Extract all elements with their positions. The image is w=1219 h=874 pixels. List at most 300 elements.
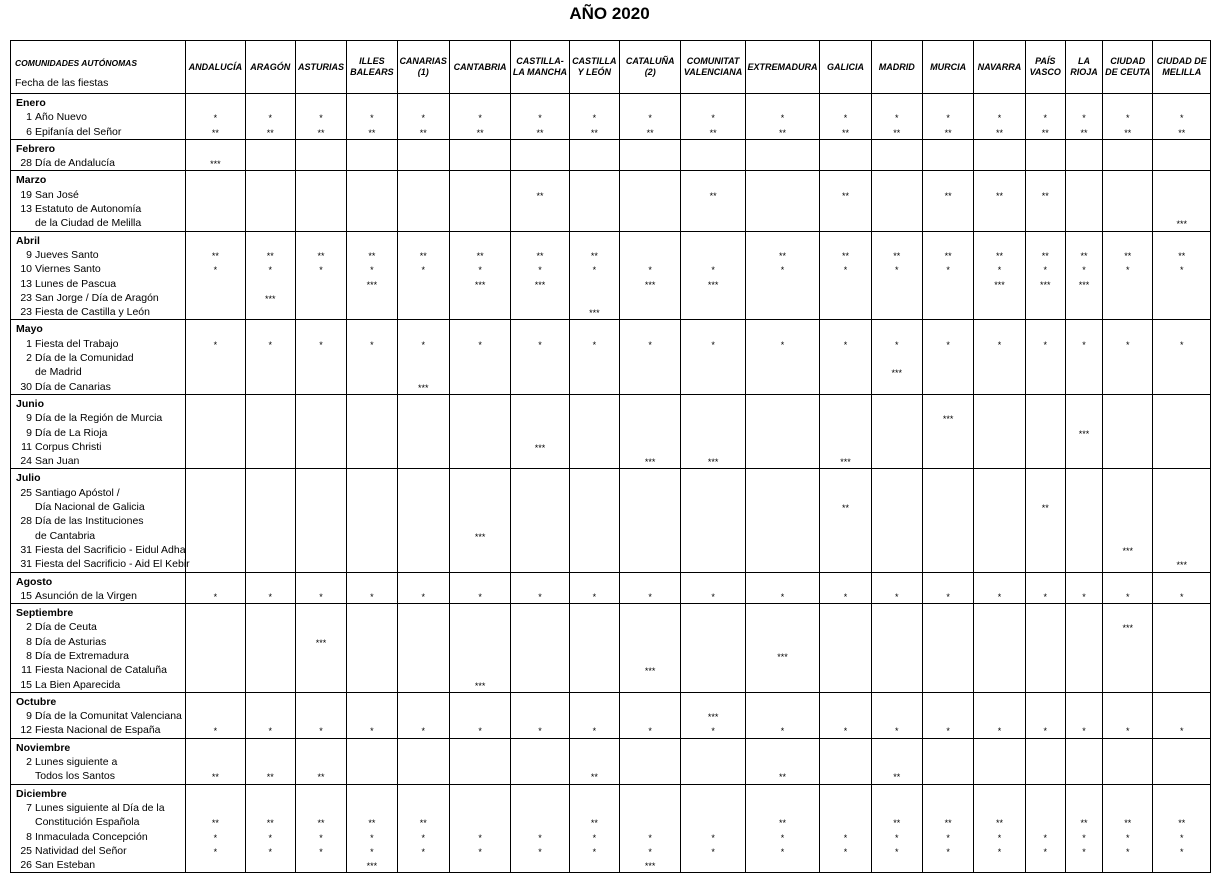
holiday-mark: * xyxy=(1082,339,1086,350)
month-name: Agosto xyxy=(16,575,53,588)
holiday-mark xyxy=(974,156,1024,170)
holiday-mark-cell xyxy=(871,231,922,320)
holiday-mark-cell xyxy=(245,94,295,140)
holiday-mark-cell xyxy=(1103,469,1153,572)
holiday-mark xyxy=(1066,188,1102,202)
holiday-mark: * xyxy=(648,113,652,124)
holiday-mark xyxy=(570,709,619,723)
holiday-mark xyxy=(511,635,568,649)
holiday-mark-cell xyxy=(922,394,973,468)
holiday-name xyxy=(16,709,185,723)
holiday-mark xyxy=(1103,380,1152,394)
holiday-name xyxy=(16,543,185,557)
holiday-mark xyxy=(398,156,449,170)
column-header-castilla-y-león: CASTILLA Y LEÓN xyxy=(569,41,619,94)
holiday-text: Día de la Comunitat Valenciana xyxy=(35,710,182,723)
holiday-name xyxy=(16,589,185,603)
holiday-mark xyxy=(186,291,244,305)
holiday-text: de Madrid xyxy=(35,366,82,379)
holiday-mark-cell xyxy=(922,572,973,604)
holiday-mark-cell xyxy=(347,604,397,693)
holiday-mark: ** xyxy=(779,818,787,829)
holiday-mark xyxy=(1153,291,1210,305)
holiday-mark: * xyxy=(478,113,482,124)
column-header-país-vasco: PAÍS VASCO xyxy=(1025,41,1065,94)
holiday-mark xyxy=(1026,709,1065,723)
holiday-mark xyxy=(296,277,346,291)
holiday-mark xyxy=(974,858,1024,872)
holiday-mark: * xyxy=(592,265,597,276)
holiday-mark-cell xyxy=(974,692,1025,738)
holiday-mark: ** xyxy=(590,250,598,261)
holiday-mark-cell xyxy=(1065,692,1102,738)
holiday-mark-cell xyxy=(1025,171,1065,231)
month-label-cell xyxy=(11,394,186,468)
holiday-mark xyxy=(1066,709,1102,723)
holiday-text: Fiesta de Castilla y León xyxy=(35,306,150,319)
holiday-mark xyxy=(820,440,870,454)
holiday-mark: ** xyxy=(419,250,427,261)
holiday-mark-cell xyxy=(619,572,680,604)
holiday-mark: ** xyxy=(1041,190,1049,201)
holiday-mark xyxy=(450,557,510,571)
holiday-mark: *** xyxy=(1039,279,1051,290)
holiday-mark xyxy=(186,543,244,557)
holiday-mark-cell xyxy=(347,94,397,140)
holiday-text: San Esteban xyxy=(35,859,96,872)
holiday-mark-cell xyxy=(1153,469,1211,572)
holiday-name xyxy=(16,514,185,528)
holiday-mark xyxy=(620,620,680,634)
holiday-mark: * xyxy=(319,113,323,124)
holiday-mark xyxy=(398,365,449,379)
holiday-mark xyxy=(620,678,680,692)
holiday-mark: * xyxy=(1043,113,1047,124)
holiday-mark xyxy=(923,709,973,723)
month-name: Mayo xyxy=(16,323,43,336)
holiday-day: 15 xyxy=(20,678,32,691)
holiday-mark xyxy=(746,291,819,305)
holiday-mark xyxy=(974,529,1024,543)
holiday-text: San Juan xyxy=(35,455,80,468)
holiday-mark: ** xyxy=(944,250,952,261)
holiday-mark: * xyxy=(780,591,785,602)
column-header-aragón: ARAGÓN xyxy=(245,41,295,94)
holiday-mark: * xyxy=(421,113,425,124)
holiday-mark-cell xyxy=(449,94,510,140)
holiday-mark-cell xyxy=(511,572,569,604)
holiday-mark xyxy=(347,188,396,202)
month-label-cell xyxy=(11,784,186,873)
holiday-mark: * xyxy=(997,265,1002,276)
holiday-mark-cell xyxy=(1103,231,1153,320)
holiday-mark-cell xyxy=(871,139,922,171)
holiday-mark-cell xyxy=(347,572,397,604)
holiday-mark xyxy=(570,277,619,291)
holiday-mark xyxy=(746,500,819,514)
holiday-mark xyxy=(681,426,744,440)
holiday-mark xyxy=(296,216,346,230)
holiday-name xyxy=(16,351,185,365)
holiday-mark xyxy=(681,411,744,425)
holiday-mark xyxy=(450,858,510,872)
holiday-mark: *** xyxy=(644,666,656,677)
column-header-asturias: ASTURIAS xyxy=(295,41,346,94)
holiday-mark xyxy=(398,635,449,649)
holiday-mark-cell xyxy=(820,139,871,171)
holiday-mark-cell xyxy=(347,692,397,738)
holiday-mark xyxy=(570,529,619,543)
holiday-mark xyxy=(246,635,295,649)
holiday-mark: ** xyxy=(266,772,274,783)
holiday-mark-cell xyxy=(186,692,245,738)
holiday-mark xyxy=(872,411,922,425)
holiday-mark-cell xyxy=(295,394,346,468)
holiday-mark xyxy=(620,305,680,319)
holiday-mark-cell xyxy=(245,692,295,738)
holiday-mark xyxy=(570,500,619,514)
holiday-mark xyxy=(681,216,744,230)
holiday-mark xyxy=(186,635,244,649)
holiday-text: San José xyxy=(35,188,79,201)
holiday-mark-cell xyxy=(922,692,973,738)
holiday-mark-cell xyxy=(681,604,745,693)
holiday-mark: ** xyxy=(317,772,325,783)
holiday-day: 9 xyxy=(26,426,32,439)
holiday-name xyxy=(16,844,185,858)
holiday-mark xyxy=(1066,500,1102,514)
holiday-mark-cell xyxy=(681,469,745,572)
holiday-mark-cell xyxy=(186,171,245,231)
holiday-mark xyxy=(620,815,680,829)
holiday-mark xyxy=(681,663,744,677)
holiday-name xyxy=(16,620,185,634)
holiday-mark: ** xyxy=(590,818,598,829)
column-header-la-rioja: LA RIOJA xyxy=(1065,41,1102,94)
holiday-mark-cell xyxy=(245,394,295,468)
holiday-mark-cell xyxy=(186,738,245,784)
month-name: Marzo xyxy=(16,174,47,187)
holiday-mark xyxy=(1153,678,1210,692)
holiday-mark xyxy=(820,635,870,649)
holiday-mark xyxy=(347,156,396,170)
holiday-mark-cell xyxy=(397,94,449,140)
holiday-mark xyxy=(1026,380,1065,394)
column-header-illes-balears: ILLES BALEARS xyxy=(347,41,397,94)
holiday-mark xyxy=(923,649,973,663)
holiday-mark: ** xyxy=(1124,127,1132,138)
holiday-day: 12 xyxy=(20,724,32,737)
month-row-junio xyxy=(11,394,1211,468)
holiday-mark-cell xyxy=(245,171,295,231)
dates-label: Fecha de las fiestas xyxy=(15,77,109,89)
holiday-mark xyxy=(246,365,295,379)
holiday-mark xyxy=(681,291,744,305)
holiday-mark: * xyxy=(370,265,374,276)
holiday-mark xyxy=(746,440,819,454)
holiday-mark xyxy=(398,649,449,663)
holiday-name xyxy=(16,769,185,783)
communities-label: COMUNIDADES AUTÓNOMAS xyxy=(15,58,137,68)
holiday-day: 7 xyxy=(26,801,32,814)
holiday-mark xyxy=(1103,709,1152,723)
holiday-mark: ** xyxy=(211,127,219,138)
holiday-mark xyxy=(681,858,744,872)
holiday-mark xyxy=(746,663,819,677)
holiday-mark xyxy=(450,543,510,557)
holiday-mark xyxy=(974,620,1024,634)
holiday-mark-cell xyxy=(871,784,922,873)
holiday-mark xyxy=(1026,649,1065,663)
holiday-mark xyxy=(296,649,346,663)
holiday-mark xyxy=(347,635,396,649)
holiday-mark-cell xyxy=(1025,469,1065,572)
holiday-mark xyxy=(398,529,449,543)
holiday-mark xyxy=(1066,635,1102,649)
month-row-noviembre xyxy=(11,738,1211,784)
holiday-mark-cell xyxy=(1025,394,1065,468)
holiday-mark-cell xyxy=(745,139,819,171)
holiday-mark xyxy=(450,454,510,468)
holiday-mark-cell xyxy=(1025,784,1065,873)
holiday-day: 9 xyxy=(26,248,32,261)
month-name: Octubre xyxy=(16,695,57,708)
holiday-mark xyxy=(450,380,510,394)
holiday-text: Día Nacional de Galicia xyxy=(35,501,145,514)
holiday-day: 15 xyxy=(20,589,32,602)
holiday-mark xyxy=(1026,769,1065,783)
holiday-mark-cell xyxy=(295,171,346,231)
holiday-mark: ** xyxy=(995,250,1003,261)
holiday-text: de Cantabria xyxy=(35,529,96,542)
holiday-mark-cell xyxy=(569,94,619,140)
column-header-castilla-la-mancha: CASTILLA-LA MANCHA xyxy=(511,41,569,94)
holiday-mark: * xyxy=(895,265,899,276)
holiday-mark xyxy=(1153,543,1210,557)
holiday-mark xyxy=(872,156,922,170)
holiday-mark: * xyxy=(370,339,374,350)
holiday-mark xyxy=(296,156,346,170)
month-name: Julio xyxy=(16,472,41,485)
holiday-mark-cell xyxy=(1025,94,1065,140)
holiday-mark xyxy=(347,440,396,454)
holiday-mark-cell xyxy=(295,572,346,604)
holiday-text: Santiago Apóstol / xyxy=(35,486,120,499)
holiday-mark xyxy=(570,454,619,468)
holiday-mark xyxy=(570,291,619,305)
holiday-mark: *** xyxy=(210,159,221,170)
holiday-mark-cell xyxy=(347,784,397,873)
holiday-mark xyxy=(347,411,396,425)
holiday-mark xyxy=(246,557,295,571)
holiday-mark xyxy=(1153,365,1210,379)
holiday-mark xyxy=(511,380,568,394)
holiday-mark-cell xyxy=(619,784,680,873)
holiday-day: 28 xyxy=(20,515,32,528)
holiday-mark xyxy=(246,543,295,557)
holiday-mark xyxy=(746,216,819,230)
holiday-mark xyxy=(820,216,870,230)
holiday-mark: * xyxy=(946,846,950,857)
holiday-mark xyxy=(398,216,449,230)
holiday-mark: ** xyxy=(1080,818,1088,829)
holiday-name xyxy=(16,500,185,514)
document-title: AÑO 2020 xyxy=(569,4,650,23)
holiday-mark-cell xyxy=(922,320,973,394)
holiday-mark xyxy=(923,543,973,557)
holiday-mark-cell xyxy=(295,94,346,140)
holiday-mark xyxy=(450,815,510,829)
holiday-mark: * xyxy=(370,726,374,737)
holiday-name xyxy=(16,635,185,649)
holiday-mark xyxy=(820,858,870,872)
holiday-mark xyxy=(450,188,510,202)
holiday-mark xyxy=(450,156,510,170)
holiday-mark: * xyxy=(268,113,272,124)
holiday-mark xyxy=(681,380,744,394)
holiday-mark xyxy=(347,529,396,543)
month-row-abril xyxy=(11,231,1211,320)
holiday-mark-cell xyxy=(1025,738,1065,784)
holiday-mark xyxy=(511,663,568,677)
holiday-mark xyxy=(1066,769,1102,783)
holiday-mark-cell xyxy=(820,784,871,873)
holiday-mark xyxy=(347,500,396,514)
holiday-mark xyxy=(746,305,819,319)
holiday-mark xyxy=(620,557,680,571)
holiday-mark-cell xyxy=(820,94,871,140)
holiday-mark-cell xyxy=(1153,320,1211,394)
holiday-mark xyxy=(296,365,346,379)
holiday-name xyxy=(16,365,185,379)
holiday-mark-cell xyxy=(619,171,680,231)
holiday-name xyxy=(16,248,185,262)
holiday-mark-cell xyxy=(681,139,745,171)
holiday-mark: * xyxy=(648,591,652,602)
holiday-mark-cell xyxy=(820,738,871,784)
holiday-mark: * xyxy=(711,265,715,276)
holiday-text: Día de la Región de Murcia xyxy=(35,412,163,425)
holiday-day: 2 xyxy=(26,756,32,769)
holiday-mark xyxy=(1153,529,1210,543)
holiday-mark: * xyxy=(1043,726,1047,737)
holiday-mark: ** xyxy=(211,818,219,829)
holiday-mark xyxy=(1066,529,1102,543)
holiday-mark xyxy=(681,649,744,663)
holiday-mark xyxy=(1153,277,1210,291)
holiday-text: Epifanía del Señor xyxy=(35,125,122,138)
holiday-name xyxy=(16,277,185,291)
holiday-mark xyxy=(1153,440,1210,454)
holiday-mark: * xyxy=(268,832,272,843)
holiday-mark xyxy=(620,529,680,543)
holiday-mark: * xyxy=(1082,726,1086,737)
holiday-mark-cell xyxy=(974,94,1025,140)
holiday-text: Fiesta Nacional de España xyxy=(35,724,161,737)
holiday-mark: * xyxy=(1179,726,1184,737)
holiday-mark: ** xyxy=(995,818,1003,829)
holiday-mark xyxy=(186,858,244,872)
holiday-mark xyxy=(296,188,346,202)
holiday-mark xyxy=(511,815,568,829)
holiday-mark: * xyxy=(780,265,785,276)
holiday-mark xyxy=(511,620,568,634)
holiday-mark xyxy=(872,635,922,649)
holiday-mark xyxy=(974,557,1024,571)
holiday-mark-cell xyxy=(186,784,245,873)
holiday-mark-cell xyxy=(974,738,1025,784)
holiday-mark xyxy=(923,365,973,379)
holiday-mark-cell xyxy=(1103,139,1153,171)
column-header-navarra: NAVARRA xyxy=(974,41,1025,94)
holiday-mark: ** xyxy=(419,818,427,829)
holiday-mark: * xyxy=(213,339,218,350)
holiday-mark: *** xyxy=(1176,219,1187,230)
holiday-day: 23 xyxy=(20,306,32,319)
holiday-day: 2 xyxy=(26,352,32,365)
holiday-mark: * xyxy=(268,339,272,350)
holiday-name xyxy=(16,858,185,872)
month-name: Junio xyxy=(16,397,44,410)
holiday-mark xyxy=(681,543,744,557)
holiday-mark xyxy=(746,709,819,723)
holiday-mark xyxy=(681,557,744,571)
column-header-extremadura: EXTREMADURA xyxy=(745,41,819,94)
holiday-mark: * xyxy=(997,591,1002,602)
holiday-mark: * xyxy=(780,339,785,350)
holiday-mark-cell xyxy=(619,394,680,468)
holiday-mark xyxy=(186,188,244,202)
holiday-text: Corpus Christi xyxy=(35,440,102,453)
holiday-mark-cell xyxy=(295,604,346,693)
holiday-mark xyxy=(974,216,1024,230)
holiday-mark: * xyxy=(895,726,899,737)
holiday-day: 8 xyxy=(26,649,32,662)
holiday-mark xyxy=(246,858,295,872)
holiday-mark xyxy=(296,678,346,692)
holiday-mark: * xyxy=(711,846,715,857)
holiday-day: 8 xyxy=(26,635,32,648)
holiday-text: Día de Canarias xyxy=(35,380,111,393)
holiday-mark: *** xyxy=(264,293,276,304)
holiday-mark xyxy=(872,649,922,663)
holiday-mark xyxy=(570,663,619,677)
holiday-mark: * xyxy=(268,265,272,276)
holiday-mark xyxy=(1103,769,1152,783)
holiday-mark xyxy=(923,663,973,677)
month-row-agosto xyxy=(11,572,1211,604)
column-header-ciudad-de-melilla: CIUDAD DE MELILLA xyxy=(1153,41,1211,94)
holiday-mark: * xyxy=(370,846,374,857)
holiday-mark xyxy=(450,769,510,783)
holiday-mark: * xyxy=(1179,846,1184,857)
holiday-mark: ** xyxy=(317,127,325,138)
holiday-mark xyxy=(1066,216,1102,230)
holiday-mark xyxy=(296,291,346,305)
column-header-comunitat-valenciana: COMUNITAT VALENCIANA xyxy=(681,41,745,94)
holiday-mark xyxy=(1066,649,1102,663)
holiday-mark xyxy=(246,440,295,454)
holiday-mark xyxy=(570,620,619,634)
holiday-mark xyxy=(186,649,244,663)
holiday-mark xyxy=(296,411,346,425)
holiday-mark-cell xyxy=(511,231,569,320)
holiday-mark-cell xyxy=(511,320,569,394)
holiday-mark xyxy=(923,678,973,692)
holiday-mark xyxy=(681,440,744,454)
holiday-mark-cell xyxy=(449,738,510,784)
holiday-mark-cell xyxy=(1153,692,1211,738)
